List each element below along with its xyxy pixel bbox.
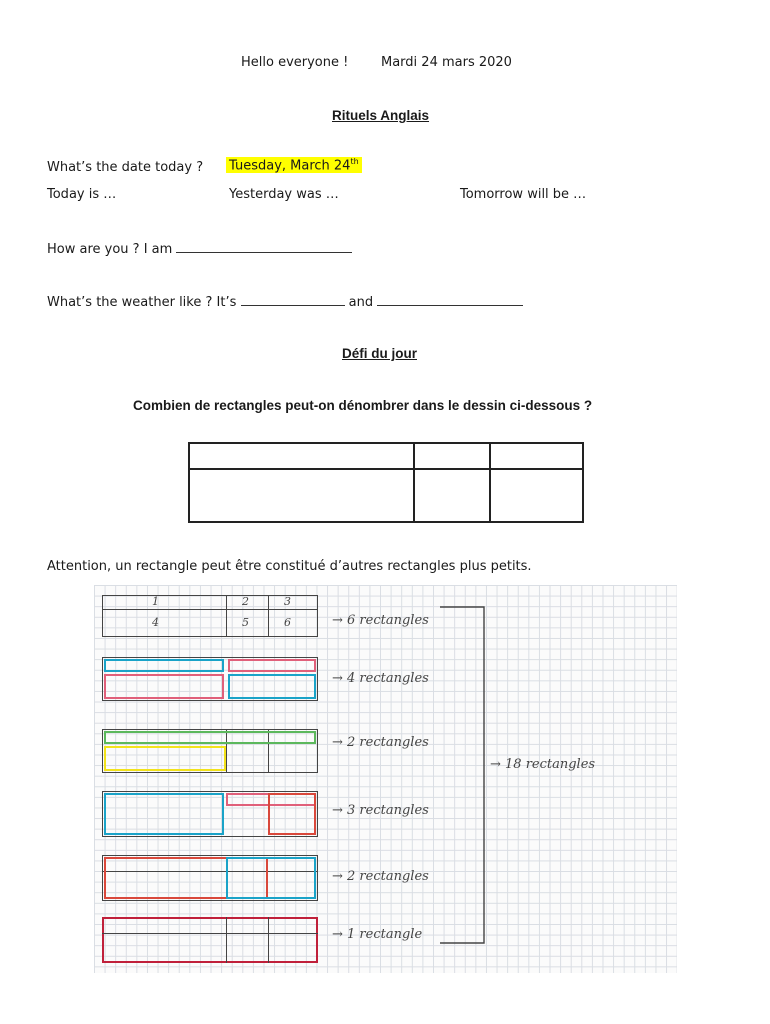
cell-number-5: 5 xyxy=(242,616,249,629)
solution-row-2-cyan-bottom xyxy=(228,674,316,699)
solution-row-3-green xyxy=(104,731,316,744)
cell-number-6: 6 xyxy=(284,616,291,629)
date-question: What’s the date today ? xyxy=(47,160,204,175)
solution-row-4-cyan xyxy=(104,793,224,835)
solution-row-6-vline-2 xyxy=(268,917,269,963)
date-answer-text: Tuesday, March 24 xyxy=(229,158,351,174)
row-2-label: → 4 rectangles xyxy=(332,671,429,686)
solution-row-2-pink-bottom xyxy=(104,674,224,699)
weather-text: What’s the weather like ? It’s xyxy=(47,295,237,310)
solution-row-1-hline xyxy=(102,609,318,610)
cell-number-3: 3 xyxy=(284,595,291,608)
solution-row-2-cyan-top xyxy=(104,659,224,672)
solution-row-1-vline-1 xyxy=(226,595,227,637)
cell-number-2: 2 xyxy=(242,595,249,608)
weather-and: and xyxy=(348,295,374,310)
diagram-outer xyxy=(189,443,583,522)
solution-grid-paper xyxy=(94,585,677,973)
row-4-label: → 3 rectangles xyxy=(332,803,429,818)
total-bracket xyxy=(440,605,490,945)
date-french: Mardi 24 mars 2020 xyxy=(381,55,512,70)
today-prompt: Today is … xyxy=(47,187,117,202)
solution-row-4-red xyxy=(268,793,316,835)
solution-row-3-yellow xyxy=(104,746,226,771)
rectangles-diagram xyxy=(188,442,584,523)
rituels-title: Rituels Anglais xyxy=(332,108,430,123)
weather-line xyxy=(47,293,523,310)
greeting: Hello everyone ! xyxy=(241,55,349,70)
answer-blank-weather-1[interactable] xyxy=(241,293,345,306)
row-6-label: → 1 rectangle xyxy=(332,927,423,942)
date-answer xyxy=(226,157,362,173)
how-are-you-text: How are you ? I am xyxy=(47,242,173,257)
total-label: → 18 rectangles xyxy=(490,757,596,772)
attention-note: Attention, un rectangle peut être constitué d’autres rectangles plus petits. xyxy=(47,559,532,574)
solution-row-6-hline xyxy=(102,933,318,934)
solution-row-6-outline xyxy=(102,917,318,963)
row-5-label: → 2 rectangles xyxy=(332,869,429,884)
solution-row-6-vline-1 xyxy=(226,917,227,963)
how-are-you-line xyxy=(47,240,352,257)
defi-title: Défi du jour xyxy=(342,346,417,361)
yesterday-prompt: Yesterday was … xyxy=(229,187,339,202)
cell-number-4: 4 xyxy=(152,616,159,629)
answer-blank-weather-2[interactable] xyxy=(377,293,523,306)
row-3-label: → 2 rectangles xyxy=(332,735,429,750)
cell-number-1: 1 xyxy=(152,595,159,608)
solution-row-2-pink-top xyxy=(228,659,316,672)
row-1-label: → 6 rectangles xyxy=(332,613,429,628)
answer-blank-feeling[interactable] xyxy=(176,240,352,253)
solution-row-5-cyan xyxy=(226,857,316,899)
date-answer-suffix: th xyxy=(350,157,359,166)
solution-row-1-vline-2 xyxy=(268,595,269,637)
defi-question: Combien de rectangles peut-on dénombrer dans le dessin ci-dessous ? xyxy=(133,398,593,413)
tomorrow-prompt: Tomorrow will be … xyxy=(460,187,587,202)
